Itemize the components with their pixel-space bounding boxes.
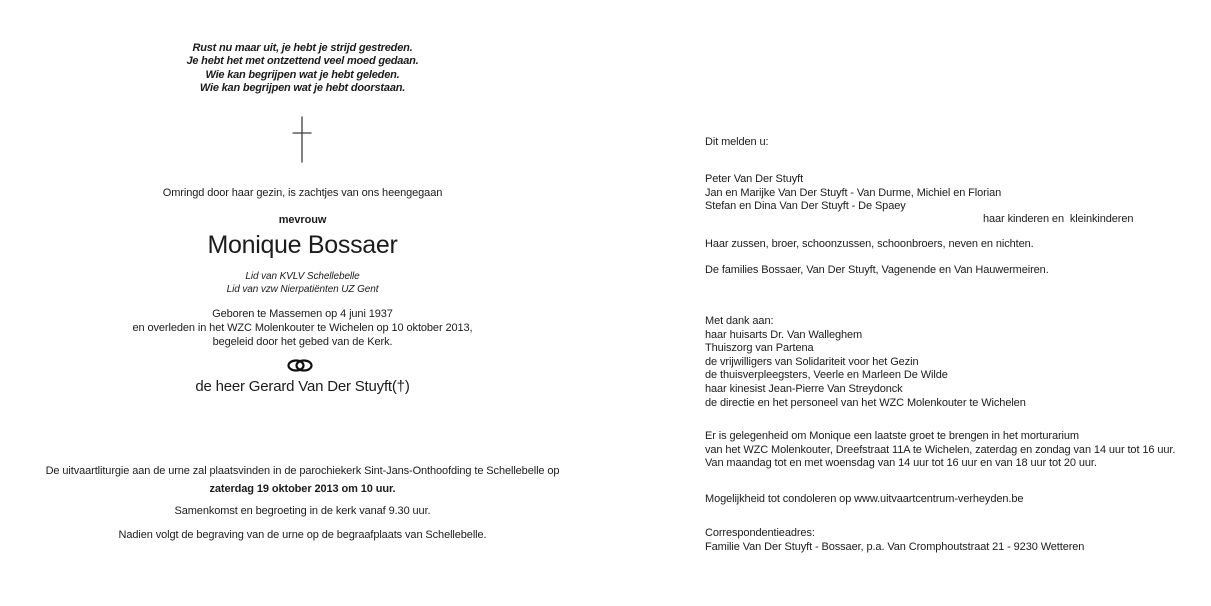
relatives-line: Haar zussen, broer, schoonzussen, schoonbroers, neven en nichten. <box>705 238 1034 250</box>
membership-line: Lid van KVLV Schellebelle <box>245 271 360 282</box>
child-line: Stefan en Dina Van Der Stuyft - De Spaey <box>705 200 906 213</box>
gathering-line: Samenkomst en begroeting in de kerk vanaf 9.30 uur. <box>174 505 431 517</box>
membership-line: Lid van vzw Nierpatiënten UZ Gent <box>226 283 379 295</box>
acknowledgements <box>705 315 1185 410</box>
poem-line: Wie kan begrijpen wat je hebt doorstaan. <box>199 82 406 95</box>
visitation-line: Van maandag tot en met woensdag van 14 uur tot 16 uur en van 18 uur tot 20 uur. <box>705 457 1097 470</box>
thanks-line: de vrijwilligers van Solidariteit voor het Gezin <box>705 355 919 368</box>
passing-announcement-line: Omringd door haar gezin, is zachtjes van ons heengegaan <box>162 187 443 199</box>
cross-icon <box>292 116 312 163</box>
announcement-heading: Dit melden u: <box>705 136 769 148</box>
thanks-line: de thuisverpleegsters, Veerle en Marleen De Wilde <box>705 369 948 382</box>
birth-line: Geboren te Massemen op 4 juni 1937 <box>212 308 393 320</box>
honorific: mevrouw <box>278 214 327 226</box>
children-caption: haar kinderen en kleinkinderen <box>983 213 1134 225</box>
condolences-line: Mogelijkheid tot condoleren op www.uitvaartcentrum-verheyden.be <box>705 493 1024 505</box>
card-front-page <box>0 0 605 606</box>
burial-line: Nadien volgt de begraving van de urne op de begraafplaats van Schellebelle. <box>118 529 487 541</box>
child-line: Jan en Marijke Van Der Stuyft - Van Durme, Michiel en Florian <box>705 186 1002 199</box>
child-line: Peter Van Der Stuyft <box>705 173 804 185</box>
poem-line: Rust nu maar uit, je hebt je strijd gestreden. <box>192 42 413 54</box>
spouse-name: de heer Gerard Van Der Stuyft(†) <box>195 378 410 395</box>
visitation-line: van het WZC Molenkouter, Dreefstraat 11A te Wichelen, zaterdag en zondag van 14 uur tot 16 uur. <box>705 443 1176 456</box>
poem-line: Je hebt het met ontzettend veel moed gedaan. <box>186 55 419 68</box>
prayer-line: begeleid door het gebed van de Kerk. <box>212 335 393 348</box>
thanks-line: Thuiszorg van Partena <box>705 342 814 355</box>
visitation-line: Er is gelegenheid om Monique een laatste groet te brengen in het morturarium <box>705 430 1079 442</box>
deceased-name: Monique Bossaer <box>207 231 398 259</box>
thanks-heading: Met dank aan: <box>705 315 774 327</box>
death-line: en overleden in het WZC Molenkouter te Wichelen op 10 oktober 2013, <box>132 321 473 334</box>
thanks-line: haar kinesist Jean-Pierre Van Streydonck <box>705 382 903 395</box>
card-back-page <box>705 0 1185 606</box>
families-line: De families Bossaer, Van Der Stuyft, Vagenende en Van Hauwermeiren. <box>705 264 1049 276</box>
birth-death-details <box>0 308 605 349</box>
visitation-details <box>705 430 1185 471</box>
correspondence-heading: Correspondentieadres: <box>705 527 815 539</box>
memorial-poem <box>0 42 605 96</box>
correspondence-block <box>705 527 1185 554</box>
thanks-line: de directie en het personeel van het WZC Molenkouter te Wichelen <box>705 396 1026 409</box>
children-list <box>705 173 1185 214</box>
thanks-line: haar huisarts Dr. Van Walleghem <box>705 328 863 341</box>
service-date-line: zaterdag 19 oktober 2013 om 10 uur. <box>209 482 396 495</box>
poem-line: Wie kan begrijpen wat je hebt geleden. <box>205 68 400 81</box>
service-location-line: De uitvaartliturgie aan de urne zal plaatsvinden in de parochiekerk Sint-Jans-Onthoofding te Schellebelle op <box>45 465 560 477</box>
memberships <box>0 271 605 296</box>
funeral-service-details <box>0 463 605 498</box>
correspondence-address: Familie Van Der Stuyft - Bossaer, p.a. Van Cromphoutstraat 21 - 9230 Wetteren <box>705 540 1085 553</box>
wedding-rings-icon <box>287 359 313 372</box>
